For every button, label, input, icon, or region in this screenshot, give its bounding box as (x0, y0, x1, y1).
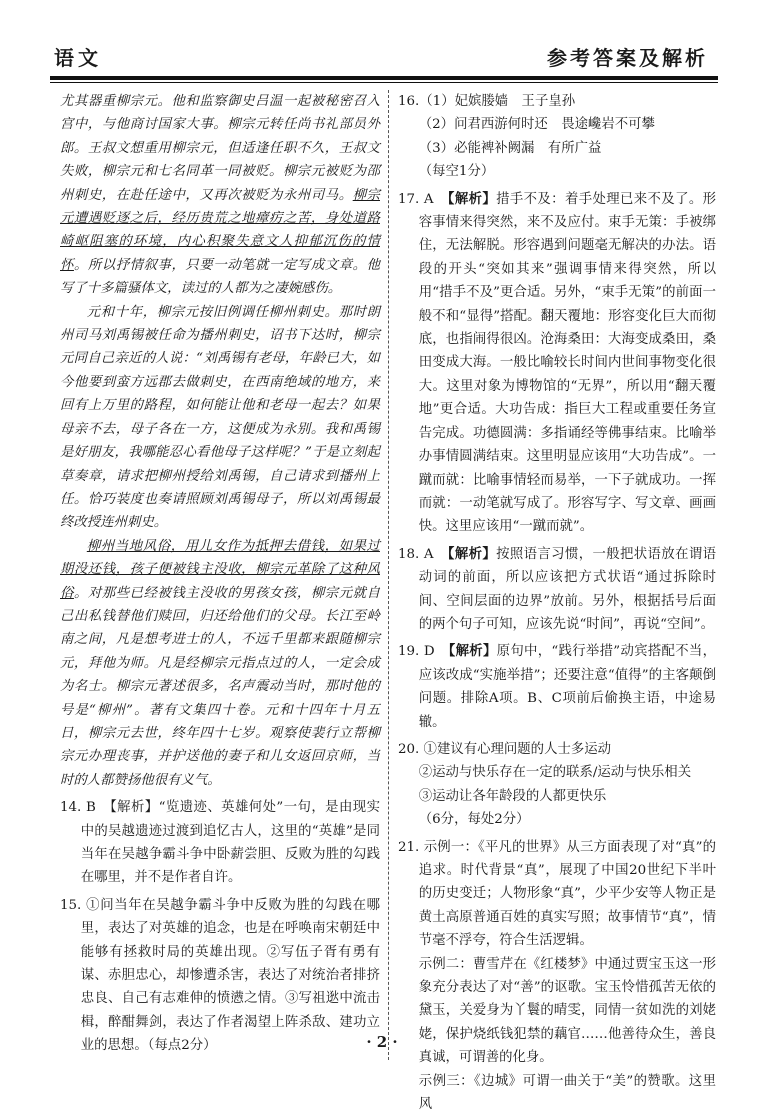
header-title: 参考答案及解析 (547, 46, 708, 70)
text-span: 。对那些已经被钱主没收的男孩女孩，柳宗元就自己出私钱替他们赎回，归还给他们的父母。长江至岭南之间，凡是想考进士的人，不远千里都来跟随柳宗元，拜他为师。凡是经柳宗元指点过的人，一定会成为名士。柳宗元著述很多，名声震动当时，那时他的号是“柳州”。著有文集四十卷。元和十四年十月五日，柳宗元去世，终年四十七岁。观察使裴行立帮柳宗元办理丧事，并护送他的妻子和儿女返回京师，当时的人都赞扬他很有义气。 (60, 585, 380, 788)
answer-21-example-3: 示例三：《边城》可谓一曲关于“美”的赞歌。这里风 (418, 1073, 716, 1113)
answer-19 (398, 640, 716, 734)
answer-number: 18. A (398, 546, 448, 562)
answer-16-line-2: （2）问君西游何时还 畏途巉岩不可攀 (418, 117, 655, 133)
answer-number: 17. A (398, 191, 448, 207)
answer-16: 16.（1）妃嫔媵嫱 王子皇孙 (398, 94, 576, 109)
header-rule-thin (50, 82, 718, 83)
answer-number: 19. D (398, 644, 449, 660)
answer-21-example-2: 示例二：曹雪芹在《红楼梦》中通过贾宝玉这一形象充分表达了对“善”的讴歌。宝玉怜惜孤苦无依的黛玉，关爱身为丫鬟的晴雯，同情一贫如洗的刘姥姥，保护烧纸钱犯禁的藕官……他善待众生，善良真诚，可谓善的化身。 (418, 956, 716, 1066)
page-number: · 2 · (366, 1033, 398, 1051)
analysis-text: 措手不及：着手处理已来不及了。形容事情来得突然，来不及应付。束手无策：手被绑住，无法解脱。形容遇到问题毫无解决的办法。语段的开头“突如其来”强调事情来得突然，所以用“措手不及”更合适。另外，“束手无策”的前面一般不和“显得”搭配。翻天覆地：形容变化巨大而彻底，也指闹得很凶。沧海桑田：大海变成桑田，桑田变成大海。一般比喻较长时间内世间事物变化很大。这里对象为博物馆的“无界”，所以用“翻天覆地”更合适。大功告成：指巨大工程或重要任务宣告完成。功德圆满：多指诵经等佛事结束。比喻举办事情圆满结束。这里明显应该用“大功告成”。一蹴而就：比喻事情轻而易举，一下子就成功。一挥而就：一动笔就写成了。形容写字、写文章、画画快。这里应该用“一蹴而就”。 (418, 191, 716, 535)
analysis-text: 按照语言习惯，一般把状语放在谓语动词的前面，所以应该把方式状语“通过拆除时间、空间层面的边界”放前。另外，根据括号后面的两个句子可知，应该先说“时间”，再说“空间”。 (418, 546, 716, 632)
right-column (398, 90, 716, 1116)
answer-16-line-3: （3）必能裨补阙漏 有所广益 (418, 140, 602, 156)
text-span: 。所以抒情叙事，只要一动笔就一定写成文章。他写了十多篇骚体文，读过的人都为之凄婉感伤。 (60, 257, 380, 297)
header-rule (50, 76, 718, 80)
analysis-tag: 【解析】 (448, 643, 497, 660)
answer-14: 14. B 【解析】“览遗迹、英雄何处”一句，是由现实中的吴越遗迹过渡到追忆古人，这里的“英雄”是同当年在吴越争霸斗争中卧薪尝胆、反败为胜的勾践在哪里，并不是作者自许。 (60, 800, 380, 886)
answer-15: 15. ①问当年在吴越争霸斗争中反败为胜的勾践在哪里，表达了对英雄的追念，也是在呼唤南宋朝廷中能够有拯救时局的英雄出现。②写伍子胥有勇有谋、赤胆忠心，却惨遭杀害，表达了对统治者排挤忠良、自己有志难伸的愤懑之情。③写祖逖中流击楫，醉酣舞剑，表达了作者渴望上阵杀敌、建功立业的思想。（每点2分） (60, 897, 380, 1054)
page-header (50, 36, 718, 76)
answer-17 (398, 188, 716, 539)
underlined-text: 柳州当地风俗，用儿女作为抵押去借钱，如果过期没还钱，孩子便被钱主没收，柳宗元革除了这种风俗 (60, 538, 380, 601)
answer-18 (398, 543, 716, 637)
answer-20-score: （6分，每处2分） (418, 812, 530, 828)
text-span: 尤其器重柳宗元。他和监察御史吕温一起被秘密召入宫中，与他商讨国家大事。柳宗元转任尚书礼部员外郎。王叔文想重用柳宗元，但适逢任职不久，王叔文失败，柳宗元和七名同革一同被贬。柳宗元被贬为邵州刺史，在赴任途中，又再次被贬为永州司马。 (60, 94, 380, 203)
analysis-tag: 【解析】 (447, 545, 497, 562)
answer-20-line-3: ③运动让各年龄段的人都更快乐 (418, 788, 607, 804)
answer-16-score: （每空1分） (418, 164, 495, 180)
left-column (60, 90, 380, 1058)
answer-20-line-2: ②运动与快乐存在一定的联系/运动与快乐相关 (418, 765, 692, 781)
analysis-tag: 【解析】 (447, 190, 497, 207)
translation-paragraph-2: 元和十年，柳宗元按旧例调任柳州刺史。那时朗州司马刘禹锡被任命为播州刺史，诏书下达时，柳宗元同自己亲近的人说：“刘禹锡有老母，年龄已大，如今他要到蛮方远郡去做刺史，在西南绝域的地方，来回有上万里的路程，如何能让他和老母一起去？如果母亲不去，母子各在一方，这便成为永别。我和禹锡是好朋友，我哪能忍心看他母子这样呢？”于是立刻起草奏章，请求把柳州授给刘禹锡，自己请求到播州上任。恰巧装度也奏请照顾刘禹锡母子，所以刘禹锡最终改授连州刺史。 (60, 304, 380, 531)
analysis-text: 原句中，“践行举措”动宾搭配不当，应该改成“实施举措”；还要注意“值得”的主客颠倒问题。排除A项。B、C项前后偷换主语，中途易辙。 (418, 644, 716, 730)
underlined-text: 柳宗元遭遇贬逐之后，经历贵荒之地瘴疠之苦，身处道路崎岖阻塞的环境，内心积聚失意文人抑郁沉伤的情怀 (60, 187, 380, 273)
column-divider (388, 90, 389, 1060)
translation-paragraph-3 (60, 535, 380, 792)
answer-20: 20. ①建议有心理问题的人士多运动 (398, 741, 612, 757)
answer-21: 21. 示例一：《平凡的世界》从三方面表现了对“真”的追求。时代背景“真”，展现了中国20世纪下半叶的历史变迁；人物形象“真”，少平少安等人物正是黄土高原普通百姓的真实写照；故事情节“真”，情节毫不浮夸，符合生活逻辑。 (398, 839, 716, 949)
subject-label: 语文 (54, 46, 102, 70)
translation-paragraph-1 (60, 90, 380, 301)
